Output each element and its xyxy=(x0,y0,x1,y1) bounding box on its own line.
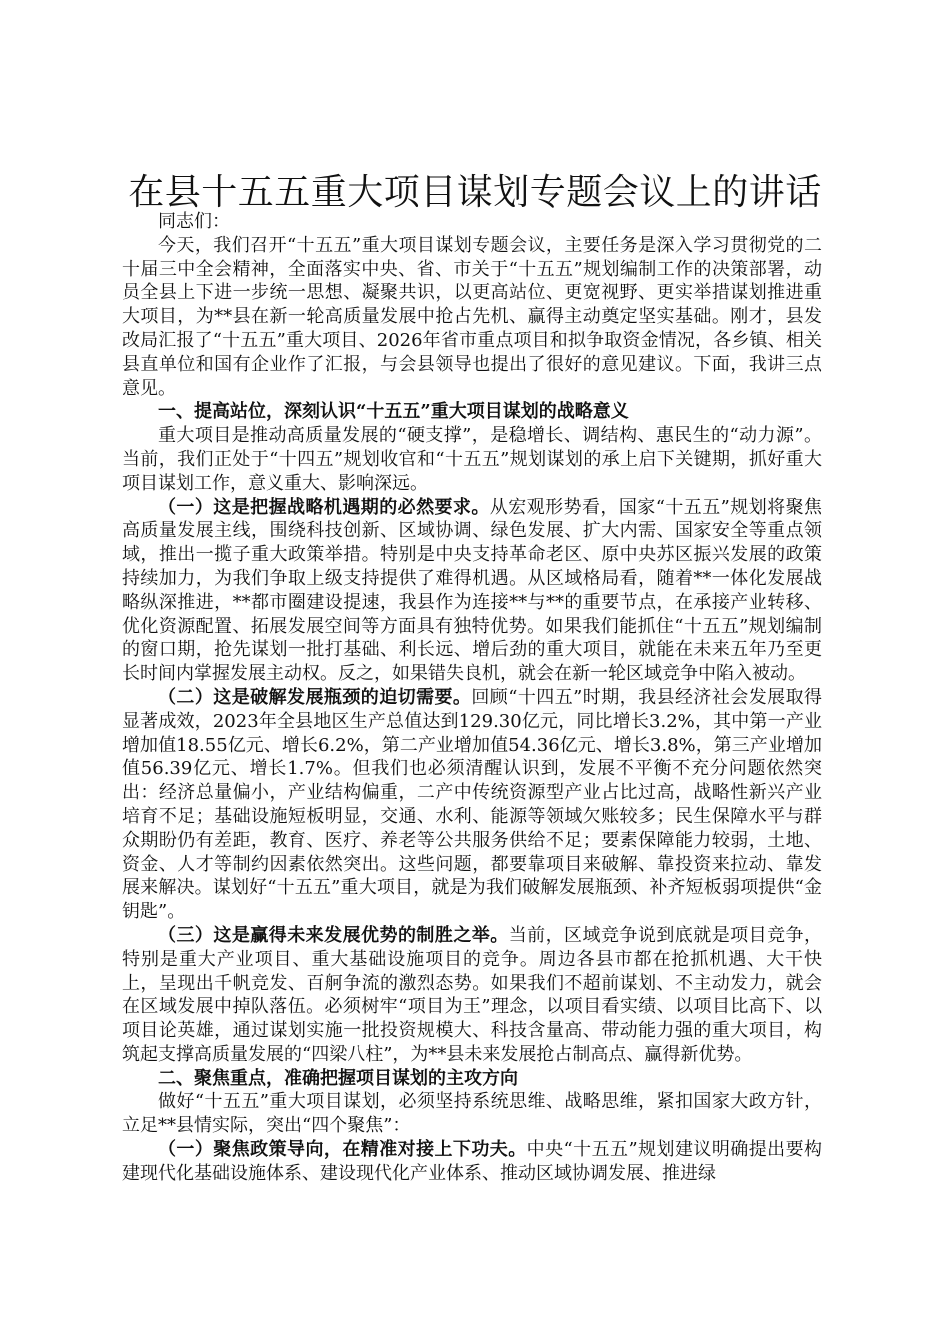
section-1-point-2 xyxy=(122,686,822,924)
section-2-point-1-lead: （一）聚焦政策导向，在精准对接上下功夫。 xyxy=(158,1139,527,1161)
section-1-point-1-lead: （一）这是把握战略机遇期的必然要求。 xyxy=(158,496,490,518)
document-body xyxy=(122,210,822,1186)
section-1-point-1-text: 从宏观形势看，国家“十五五”规划将聚焦高质量发展主线，围绕科技创新、区域协调、绿色发展、扩大内需、国家安全等重点领域，推出一揽子重大政策举措。特别是中央支持革命老区、原中央苏区振兴发展的政策持续加力，为我们争取上级支持提供了难得机遇。从区域格局看，随着**一体化发展战略纵深推进，**都市圈建设提速，我县作为连接**与**的重要节点，在承接产业转移、优化资源配置、拓展发展空间等方面具有独特优势。如果我们能抓住“十五五”规划编制的窗口期，抢先谋划一批打基础、利长远、增后劲的重大项目，就能在未来五年乃至更长时间内掌握发展主动权。反之，如果错失良机，就会在新一轮区域竞争中陷入被动。 xyxy=(122,496,822,685)
intro-paragraph: 今天，我们召开“十五五”重大项目谋划专题会议，主要任务是深入学习贯彻党的二十届三中全会精神，全面落实中央、省、市关于“十五五”规划编制工作的决策部署，动员全县上下进一步统一思想、凝聚共识，以更高站位、更宽视野、更实举措谋划推进重大项目，为**县在新一轮高质量发展中抢占先机、赢得主动奠定坚实基础。刚才，县发改局汇报了“十五五”重大项目、2026年省市重点项目和拟争取资金情况，各乡镇、相关县直单位和国有企业作了汇报，与会县领导也提出了很好的意见建议。下面，我讲三点意见。 xyxy=(122,234,822,399)
section-1-point-1 xyxy=(122,496,822,686)
section-1-point-2-lead: （二）这是破解发展瓶颈的迫切需要。 xyxy=(158,686,472,708)
section-1-point-3 xyxy=(122,924,822,1067)
section-2-intro: 做好“十五五”重大项目谋划，必须坚持系统思维、战略思维，紧扣国家大政方针，立足**县情实际，突出“四个聚焦”： xyxy=(122,1091,822,1137)
salutation: 同志们： xyxy=(158,211,230,232)
section-2-point-1 xyxy=(122,1138,822,1186)
section-1-point-3-text: 当前，区域竞争说到底就是项目竞争，特别是重大产业项目、重大基础设施项目的竞争。周边各县市都在抢抓机遇、大干快上，呈现出千帆竞发、百舸争流的激烈态势。如果我们不超前谋划、不主动发力，就会在区域发展中掉队落伍。必须树牢“项目为王”理念，以项目看实绩、以项目比高下、以项目论英雄，通过谋划实施一批投资规模大、科技含量高、带动能力强的重大项目，构筑起支撑高质量发展的“四梁八柱”，为**县未来发展抢占制高点、赢得新优势。 xyxy=(122,924,823,1065)
section-1-point-2-text: 回顾“十四五”时期，我县经济社会发展取得显著成效，2023年全县地区生产总值达到129.30亿元，同比增长3.2%，其中第一产业增加值18.55亿元、增长6.2%，第二产业增加值54.36亿元、增长3.8%，第三产业增加值56.39亿元、增长1.7%。但我们也必须清醒认识到，发展不平衡不充分问题依然突出：经济总量偏小，产业结构偏重，二产中传统资源型产业占比过高，战略性新兴产业培育不足；基础设施短板明显，交通、水利、能源等领域欠账较多；民生保障水平与群众期盼仍有差距，教育、医疗、养老等公共服务供给不足；要素保障能力较弱，土地、资金、人才等制约因素依然突出。这些问题，都要靠项目来破解、靠投资来拉动、靠发展来解决。谋划好“十五五”重大项目，就是为我们破解发展瓶颈、补齐短板弱项提供“金钥匙”。 xyxy=(122,686,823,923)
section-1-point-3-lead: （三）这是赢得未来发展优势的制胜之举。 xyxy=(158,924,509,946)
section-1-heading: 一、提高站位，深刻认识“十五五”重大项目谋划的战略意义 xyxy=(158,401,629,423)
section-2-heading: 二、聚焦重点，准确把握项目谋划的主攻方向 xyxy=(158,1067,518,1089)
document-title: 在县十五五重大项目谋划专题会议上的讲话 xyxy=(128,172,822,213)
section-2-point-1-text: 中央“十五五”规划建议明确提出要构建现代化基础设施体系、建设现代化产业体系、推动区域协调发展、推进绿 xyxy=(122,1139,823,1184)
section-1-intro: 重大项目是推动高质量发展的“硬支撑”，是稳增长、调结构、惠民生的“动力源”。当前，我们正处于“十四五”规划收官和“十五五”规划谋划的承上启下关键期，抓好重大项目谋划工作，意义重大、影响深远。 xyxy=(122,425,822,494)
